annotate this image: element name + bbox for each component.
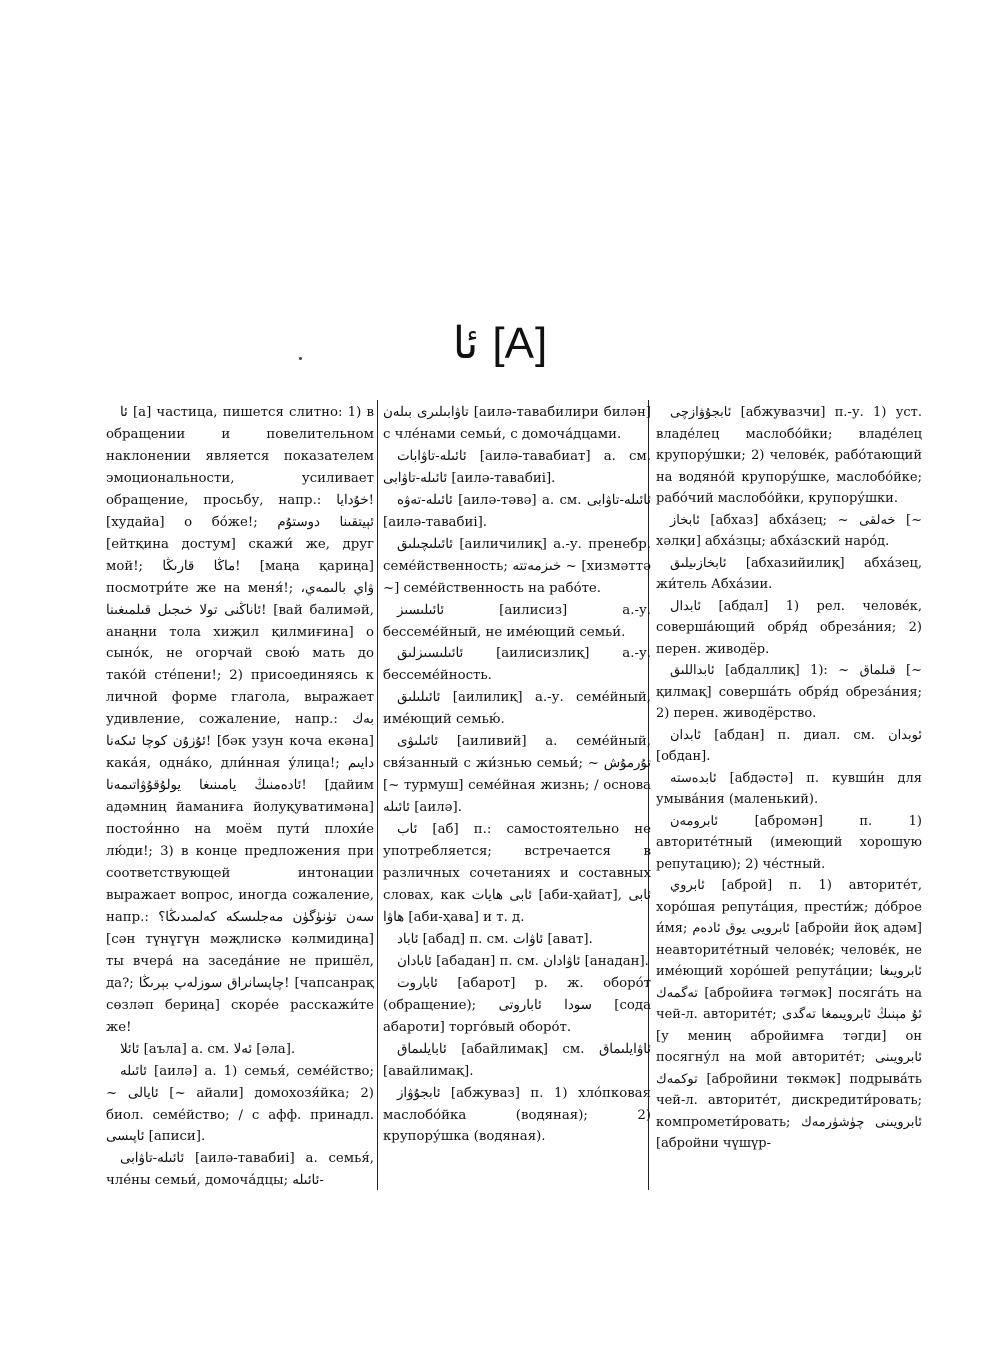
dictionary-column-1 xyxy=(106,402,374,1192)
dictionary-entry: ئابروي [аброй] п. 1) авторите́т, хоро́шая репута́ция, прести́ж; до́брое и́мя; ئابرويى يوق ئادەم [абройи йоқ адәм] неавторите́тный челове́к; челове́к, не име́ющий хоро́шей репута́ции; ئابرويىغا تەگمەك [абройиға тәгмәк] посяга́ть на чей-л. авторите́т; ئۇ مېنىڭ ئابرويىمغا تەگدى [у мениң абройимға тәгди] он посягну́л на мой авторите́т; ئابرويىنى توكمەك [абройини төкмәк] подрыва́ть чей-л. авторите́т, дискредити́ровать; компромети́ровать; ئابرويىنى چۈشۈرمەك [абройни чүшүр- xyxy=(656,878,923,1151)
page-heading xyxy=(0,318,1000,370)
dictionary-entry: ئائىلە-تاۋابى [аилә-тавабиі] а. семья́, чле́ны семьи́, домоча́дцы; ئائىلە- xyxy=(106,1151,374,1189)
dictionary-entry: ئائىلىچىلىق [аиличилиқ] а.-у. пренебр. семе́йственность; خىزمەتتە ~ [хизмәттә ~] семе́йственность на рабо́те. xyxy=(383,536,651,596)
dictionary-entry-continuation: تاۋابىلىرى بىلەن [аилә-тавабилири билән] с чле́нами семьи́, с домоча́дцами. xyxy=(383,405,651,442)
dictionary-entry: ئابرومەن [абромән] п. 1) авторите́тный (имеющий хорошую репутацию); 2) че́стный. xyxy=(656,813,922,872)
dictionary-entry: ئابخازىيلىق [абхазийилиқ] абха́зец, жи́тель Абха́зии. xyxy=(656,555,922,592)
dictionary-entry: ئابدال [абдал] 1) рел. челове́к, соверша́ющий обря́д обреза́ния; 2) перен. живодёр. xyxy=(656,598,922,657)
dictionary-entry: ئائىلە-تەۋە [аилә-тәвә] а. см. ئائىلە-تاۋابى [аилә-тавабиі]. xyxy=(383,492,651,530)
dictionary-entry: ئائىلىسىز [аилисиз] а.-у. бессеме́йный, не име́ющий семьи́. xyxy=(383,602,651,640)
dictionary-entry: ئائىلىسىزلىق [аилисизлиқ] а.-у. бессеме́йность. xyxy=(383,646,651,684)
column-divider xyxy=(377,400,378,1190)
dictionary-entry: ئابدان [абдан] п. диал. см. ئوبدان [обдан]. xyxy=(656,727,922,764)
dictionary-entry: ئابدەستە [абдәстә] п. кувши́н для умыва́ния (маленький). xyxy=(656,770,922,807)
dictionary-entry: ئاباروت [абарот] р. ж. оборо́т (обращение); سودا ئاباروتى [сода абароти] торго́вый оборо́т. xyxy=(383,975,652,1035)
heading-letter-latin: [A] xyxy=(492,319,548,368)
dictionary-entry: ئابادان [абадан] п. см. ئاۋادان [анадан]. xyxy=(397,953,649,969)
dictionary-entry: ئائلا [аъла] а. см. ئەلا [әла]. xyxy=(120,1041,296,1057)
dictionary-column-3 xyxy=(656,402,922,1155)
dictionary-entry: ئائىلە-تاۋابات [аилә-тавабиат] а. см. ئائىلە-تاۋابى [аилә-тавабиі]. xyxy=(383,448,651,486)
dictionary-entry: ئابجۇۋاز [абжуваз] п. 1) хло́пковая маслобо́йка (водяная); 2) крупору́шка (водяная). xyxy=(383,1085,651,1145)
dictionary-entry: ئائىلىۋى [аиливий] а. семе́йный, свя́занный с жи́знью семьи́; ~ تۇرمۇش [~ турмуш] семе́йная жизнь; / основа ئائىلە [аилә]. xyxy=(383,734,651,816)
dictionary-entry: ئائىلىلىق [аилилиқ] а.-у. семе́йный, име́ющий семью́. xyxy=(383,690,651,728)
dictionary-entry: ئائىلە [аилә] а. 1) семья́, семе́йство; ~ ئايالى [~ айали] домохозя́йка; 2) биол. семе́йство; / с афф. принадл. ئاپىسى [аписи]. xyxy=(106,1063,374,1145)
dictionary-entry: ئاب [аб] п.: самостоятельно не употребляется; встречается в различных сочетаниях и составных словах, как ئابى ھايات [аби-ҳайат], ئابى ھاۋا [аби-ҳава] и т. д. xyxy=(383,822,651,925)
dictionary-entry: ئابايلىماق [абайлимақ] см. ئاۋايلىماق [авайлимақ]. xyxy=(383,1041,651,1079)
dictionary-column-2 xyxy=(383,402,651,1148)
heading-letter-arabic: ئا xyxy=(452,318,479,369)
dictionary-entry: ئاباد [абад] п. см. ئاۋات [ават]. xyxy=(397,931,593,947)
dictionary-entry: ئابخاز [абхаз] абха́зец; ~ خەلقى [~ хәлқи] абха́зцы; абха́зский наро́д. xyxy=(656,512,922,549)
stray-dot xyxy=(299,357,302,360)
dictionary-entry: ئابداللىق [абдаллиқ] 1): ~ قىلماق [~ қилмақ] соверша́ть обря́д обреза́ния; 2) перен. живодёрство. xyxy=(656,663,922,721)
dictionary-entry: ئا [а] частица, пишется слитно: 1) в обращении и повелительном наклонении является показателем эмоциональности, усиливает обращение, просьбу, напр.: خۇدايا! [худайа] о бо́же!; ئېيتقىنا دوستۇم [ейтқина достум] скажи́ же, друг мой!; ماڭا قارىڭا! [маңа қариңа] посмотри́те же на меня́!; ۋاي بالىمەي، ئاناڭنى تولا خىجىل قىلمىغىنا! [вай балимәй, анаңни тола хиҗил қилмиғина] о сыно́к, не огорчай свою́ мать до тако́й сте́пени!; 2) присоединяясь к личной форме глагола, выражает удивление, сожаление, напр.: بەك ئۇزۇن كوچا ئىكەنا! [бәк узун коча екәна] кака́я, одна́ко, дли́нная у́лица!; دايىم ئادەمنىڭ يامىنىغا يولۇقۇۋاتىمەنا! [дайим адәмниң йаманиға йолуқуватимәна] постоя́нно на моём пути́ плохи́е лю́ди!; 3) в конце предложения при соответствующей интонации выражает вопрос, иногда сожаление, напр.: سەن تۈنۈگۈن مەجلىسكە كەلمىدىڭا؟ [сән түнүгүн мәҗлискә кәлмидиңа] ты вчера́ на заседа́ние не пришёл, да?; چاپسانراق سوزلەپ بېرىڭا! [чапсанрақ сөзләп бериңа] скоре́е расскажи́те же! xyxy=(106,405,375,1035)
dictionary-entry: ئابجۇۋازچى [абжувазчи] п.-у. 1) уст. владе́лец маслобо́йки; владе́лец крупору́шки; 2) челове́к, рабо́тающий на водяно́й крупору́шке, маслобо́йке; рабо́чий маслобо́йки, крупору́шки. xyxy=(656,405,922,506)
